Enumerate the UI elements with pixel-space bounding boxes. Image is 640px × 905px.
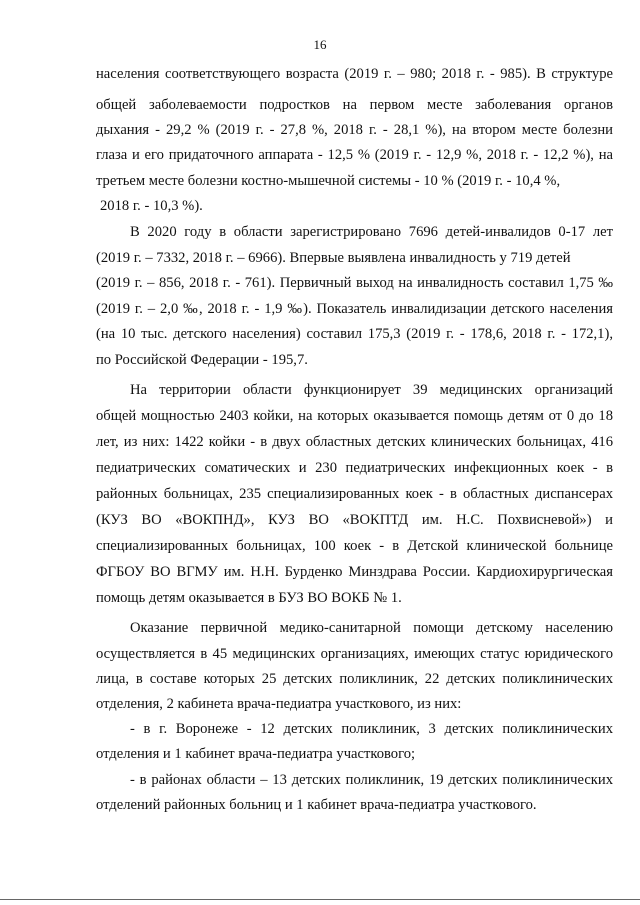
text-line: лет, из них: 1422 койки - в двух областных детских клинических больницах, 416	[96, 434, 613, 450]
text-line: 2018 г. - 10,3 %).	[100, 198, 203, 214]
list-item-line: - в районах области – 13 детских поликлиник, 19 детских поликлинических	[130, 772, 613, 788]
text-line: В 2020 году в области зарегистрировано 7696 детей-инвалидов 0-17 лет	[130, 224, 613, 240]
text-line: районных больницах, 235 специализированных коек - в областных диспансерах	[96, 486, 613, 502]
text-line: глаза и его придаточного аппарата - 12,5 % (2019 г. - 12,9 %, 2018 г. - 12,2 %), на	[96, 147, 613, 163]
text-line: (2019 г. – 7332, 2018 г. – 6966). Впервые выявлена инвалидность у 719 детей	[96, 250, 571, 266]
text-line: (2019 г. – 856, 2018 г. - 761). Первичный выход на инвалидность составил 1,75 ‰	[96, 275, 613, 291]
text-line: третьем месте болезни костно-мышечной системы - 10 % (2019 г. - 10,4 %,	[96, 173, 561, 189]
list-item-line: - в г. Воронеже - 12 детских поликлиник, 3 детских поликлинических	[130, 721, 613, 737]
text-line: помощь детям оказывается в БУЗ ВО ВОКБ № 1.	[96, 590, 402, 606]
list-item-line: отделений районных больниц и 1 кабинет врача-педиатра участкового.	[96, 797, 537, 813]
page-number: 16	[313, 37, 327, 52]
text-line: Оказание первичной медико-санитарной помощи детскому населению	[130, 620, 613, 636]
text-line: ФГБОУ ВО ВГМУ им. Н.Н. Бурденко Минздрава России. Кардиохирургическая	[96, 564, 613, 580]
text-line: специализированных больницах, 100 коек - в Детской клинической больнице	[96, 538, 613, 554]
text-line: по Российской Федерации - 195,7.	[96, 352, 308, 368]
text-line: (на 10 тыс. детского населения) составил 175,3 (2019 г. - 178,6, 2018 г. - 172,1),	[96, 326, 613, 342]
text-line: общей мощностью 2403 койки, на которых оказывается помощь детям от 0 до 18	[96, 408, 613, 424]
page-bottom-edge	[0, 899, 640, 900]
text-line: (2019 г. – 2,0 ‰, 2018 г. - 1,9 ‰). Показатель инвалидизации детского населения	[96, 301, 613, 317]
text-line: дыхания - 29,2 % (2019 г. - 27,8 %, 2018 г. - 28,1 %), на втором месте болезни	[96, 122, 613, 138]
text-line: лица, в составе которых 25 детских поликлиник, 22 детских поликлинических	[96, 671, 613, 687]
list-item-line: отделения и 1 кабинет врача-педиатра участкового;	[96, 746, 416, 762]
text-line: педиатрических соматических и 230 педиатрических инфекционных коек - в	[96, 460, 613, 476]
text-line: осуществляется в 45 медицинских организациях, имеющих статус юридического	[96, 646, 613, 662]
text-line: На территории области функционирует 39 медицинских организаций	[130, 382, 613, 398]
text-line: (КУЗ ВО «ВОКПНД», КУЗ ВО «ВОКПТД им. Н.С. Похвисневой») и	[96, 512, 613, 528]
text-line: населения соответствующего возраста (2019 г. – 980; 2018 г. - 985). В структуре	[96, 66, 613, 82]
text-line: общей заболеваемости подростков на первом месте заболевания органов	[96, 97, 613, 113]
text-line: отделения, 2 кабинета врача-педиатра участкового, из них:	[96, 696, 462, 712]
